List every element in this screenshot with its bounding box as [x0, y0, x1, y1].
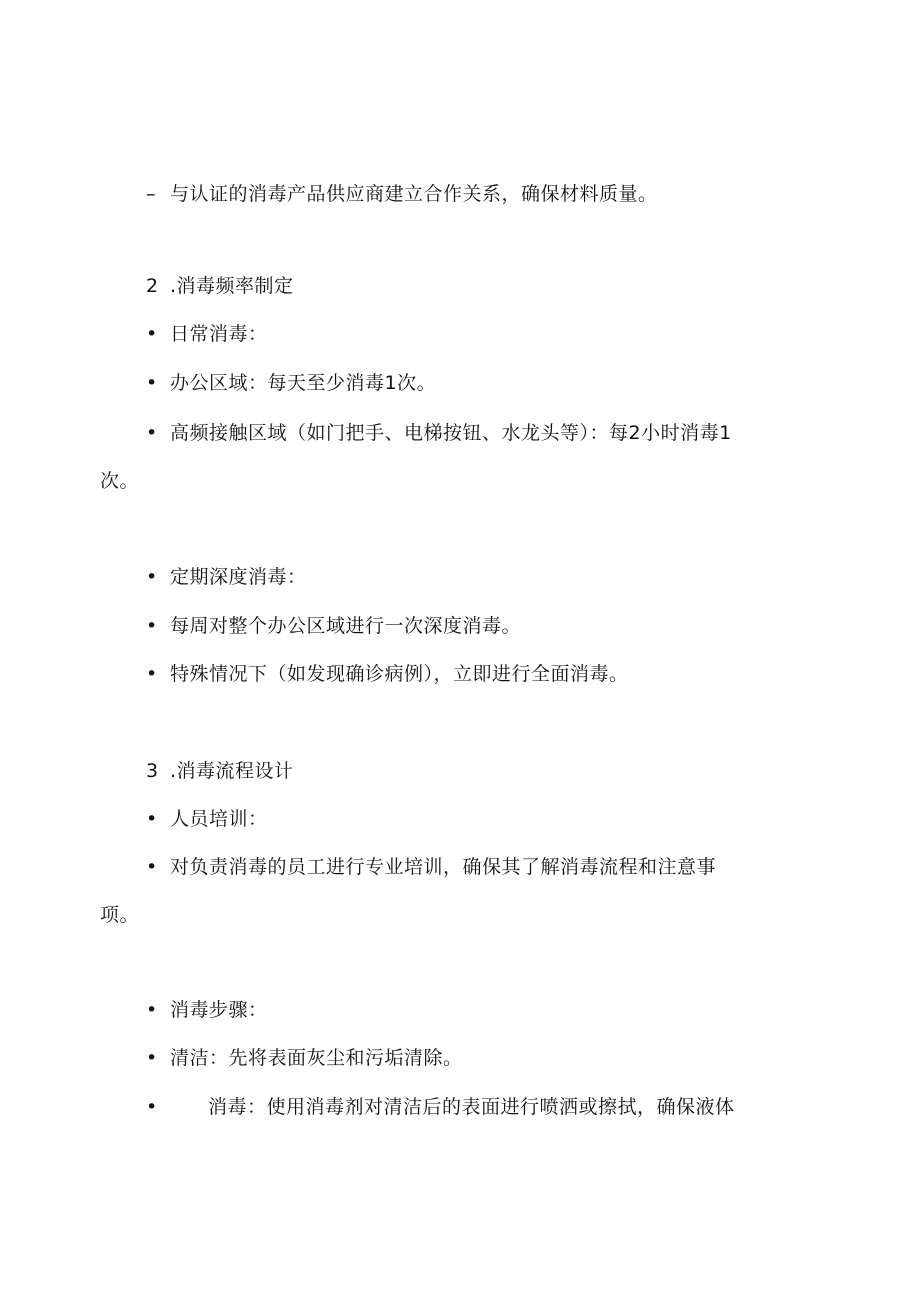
line-text: 消毒：使用消毒剂对清洁后的表面进行喷洒或擦拭，确保液体	[208, 1096, 735, 1118]
list-item	[146, 855, 716, 879]
section-title: .消毒频率制定	[170, 275, 294, 297]
bullet-marker: •	[146, 566, 158, 588]
bullet-marker: •	[146, 422, 158, 444]
list-item	[146, 182, 658, 206]
line-text: 每周对整个办公区域进行一次深度消毒。	[170, 615, 522, 637]
line-continuation	[100, 903, 139, 927]
list-item	[146, 322, 268, 346]
bullet-marker: •	[146, 856, 158, 878]
bullet-marker: •	[146, 1047, 158, 1069]
line-text: 消毒步骤：	[170, 999, 268, 1021]
line-text: 人员培训：	[170, 808, 268, 830]
bullet-marker: •	[146, 663, 158, 685]
list-item	[146, 614, 521, 638]
list-item	[146, 662, 629, 686]
line-text: 日常消毒：	[170, 323, 268, 345]
section-heading	[146, 759, 294, 783]
line-text: 次。	[100, 470, 140, 492]
section-heading	[146, 274, 294, 298]
bullet-marker: •	[146, 808, 158, 830]
section-title: .消毒流程设计	[170, 760, 294, 782]
list-item	[146, 1046, 463, 1070]
list-item	[146, 371, 436, 395]
bullet-marker: •	[146, 372, 158, 394]
section-number: 2	[146, 275, 159, 297]
line-continuation	[100, 469, 139, 493]
line-text: 特殊情况下（如发现确诊病例），立即进行全面消毒。	[170, 663, 629, 685]
line-text: 定期深度消毒：	[170, 566, 307, 588]
list-item	[146, 421, 732, 445]
line-text: 对负责消毒的员工进行专业培训，确保其了解消毒流程和注意事	[170, 856, 717, 878]
line-text: 与认证的消毒产品供应商建立合作关系，确保材料质量。	[170, 183, 658, 205]
bullet-marker: •	[146, 323, 158, 345]
list-item	[146, 807, 268, 831]
list-item	[146, 998, 268, 1022]
dash-marker: –	[146, 183, 156, 205]
list-item	[146, 565, 307, 589]
bullet-marker: •	[146, 615, 158, 637]
list-item	[146, 1095, 735, 1119]
bullet-marker: •	[146, 1096, 158, 1118]
section-number: 3	[146, 760, 159, 782]
bullet-marker: •	[146, 999, 158, 1021]
line-text: 清洁：先将表面灰尘和污垢清除。	[170, 1047, 463, 1069]
line-text: 项。	[100, 904, 140, 926]
line-text: 办公区域：每天至少消毒1次。	[170, 372, 437, 394]
line-text: 高频接触区域（如门把手、电梯按钮、水龙头等）：每2小时消毒1	[170, 422, 732, 444]
